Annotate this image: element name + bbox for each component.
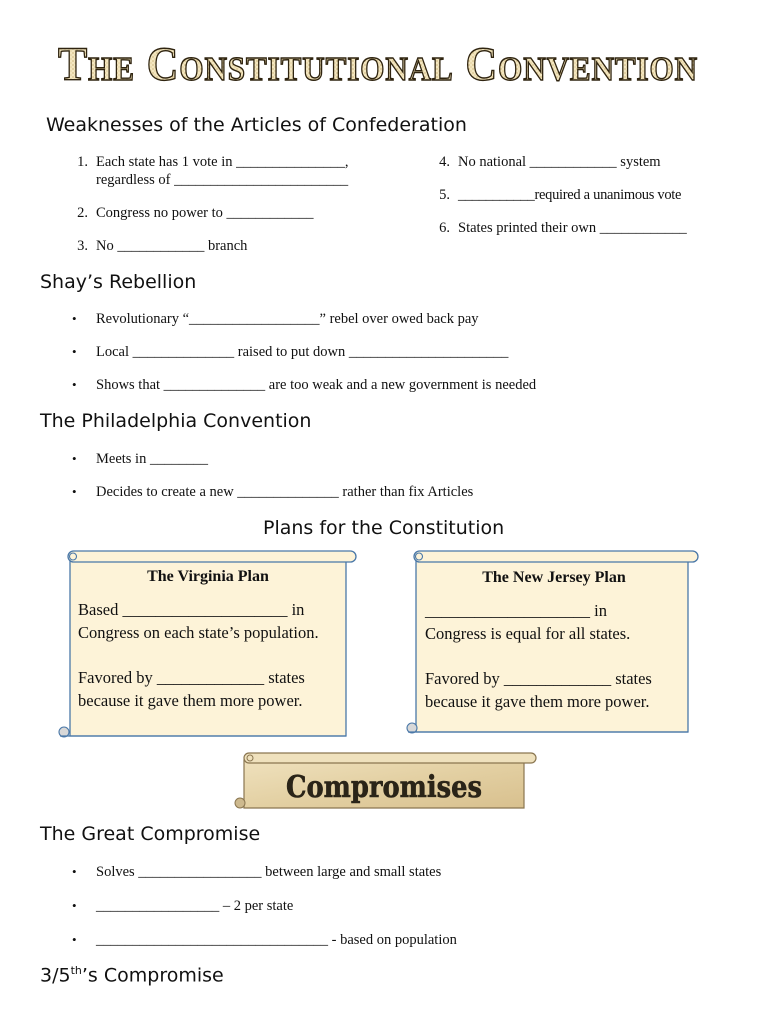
- item-number: 1.: [77, 154, 88, 170]
- new-jersey-plan-line-1: ____________________ in: [425, 601, 607, 620]
- bullet: •: [72, 932, 77, 947]
- heading-part: 3/5: [40, 964, 71, 987]
- bullet: •: [72, 864, 77, 879]
- item-text: ___________required a unanimous vote: [458, 187, 682, 203]
- bullet: •: [72, 377, 77, 392]
- item-text: Revolutionary “__________________” rebel over owed back pay: [96, 311, 479, 327]
- item-text: Each state has 1 vote in _______________,: [96, 154, 349, 170]
- item-text: Local ______________ raised to put down ______________________: [96, 344, 509, 360]
- item-text: No national ____________ system: [458, 154, 661, 170]
- item-text: Shows that ______________ are too weak and a new government is needed: [96, 377, 537, 393]
- three-fifths-heading: [40, 964, 224, 986]
- virginia-plan-title: The Virginia Plan: [147, 568, 269, 585]
- virginia-plan-line-3: Favored by _____________ states: [78, 668, 305, 687]
- virginia-plan-line-2: Congress on each state’s population.: [78, 623, 319, 642]
- item-text: _________________ – 2 per state: [96, 898, 294, 914]
- bullet: •: [72, 344, 77, 359]
- new-jersey-plan-title: The New Jersey Plan: [482, 569, 626, 586]
- compromises-scroll: [230, 750, 540, 812]
- new-jersey-plan-card: [404, 548, 704, 740]
- item-text: Congress no power to ____________: [96, 205, 314, 221]
- item-number: 3.: [77, 238, 88, 254]
- new-jersey-plan-line-3: Favored by _____________ states: [425, 669, 652, 688]
- bullet: •: [72, 898, 77, 913]
- banner-title: The Constitutional Convention: [58, 38, 698, 91]
- item-text-continued: regardless of ________________________: [96, 172, 349, 188]
- compromises-banner: [230, 750, 540, 812]
- item-text: ________________________________ - based on population: [96, 932, 457, 948]
- new-jersey-plan-line-4: because it gave them more power.: [425, 692, 650, 711]
- bullet: •: [72, 484, 77, 499]
- virginia-plan-line-1: Based ____________________ in: [78, 600, 305, 619]
- plans-heading: Plans for the Constitution: [263, 517, 505, 539]
- item-text: States printed their own ____________: [458, 220, 687, 236]
- item-number: 4.: [439, 154, 450, 170]
- compromises-label: Compromises: [286, 770, 482, 805]
- item-number: 2.: [77, 205, 88, 221]
- shays-heading: Shay’s Rebellion: [40, 271, 197, 293]
- great-compromise-heading: The Great Compromise: [40, 823, 261, 845]
- item-number: 6.: [439, 220, 450, 236]
- item-text: Solves _________________ between large and small states: [96, 864, 442, 880]
- virginia-plan-line-4: because it gave them more power.: [78, 691, 303, 710]
- new-jersey-plan-line-2: Congress is equal for all states.: [425, 624, 631, 643]
- item-text: No ____________ branch: [96, 238, 248, 254]
- bullet: •: [72, 311, 77, 326]
- item-number: 5.: [439, 187, 450, 203]
- bullet: •: [72, 451, 77, 466]
- heading-part: ’s Compromise: [81, 964, 224, 987]
- heading-superscript: th: [70, 964, 82, 977]
- virginia-plan-card: [56, 548, 360, 744]
- item-text: Meets in ________: [96, 451, 208, 467]
- weaknesses-heading: Weaknesses of the Articles of Confederation: [46, 114, 467, 136]
- item-text: Decides to create a new ______________ rather than fix Articles: [96, 484, 474, 500]
- title-banner: [48, 28, 708, 96]
- philadelphia-heading: The Philadelphia Convention: [40, 410, 312, 432]
